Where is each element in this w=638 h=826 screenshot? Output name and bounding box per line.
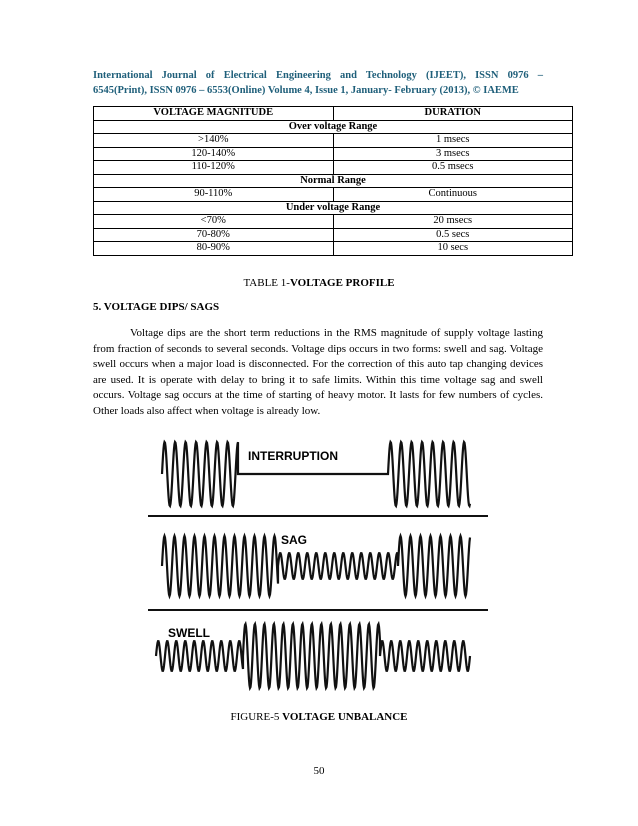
magnitude-cell: 120-140% [94,147,334,161]
figure-caption [0,711,638,723]
section-title-cell: Over voltage Range [94,120,573,134]
voltage-waveform-figure [148,436,488,694]
paragraph-text: Voltage dips are the short term reductions in the RMS magnitude of supply voltage lasting from fraction of seconds to several seconds. Voltage dips occurs in two forms: swell and sag. Voltage swell occurs when a major load is disconnected. For the correction of this auto tap changing devices are used. It is operate with delay to bring it to safe limits. Within this time voltage sag and swell occurs. Voltage sag occurs at the time of starting of heavy motor. It lasts for few numbers of cycles. Other loads also affect when voltage is already low. [93,327,543,417]
duration-cell: 10 secs [333,242,573,256]
table-caption [0,277,638,289]
col-header-duration: DURATION [333,107,573,121]
table-row [94,134,573,148]
table-body [94,120,573,255]
sag-label: SAG [281,533,308,547]
sag-waveform [162,536,470,596]
duration-cell: 20 msecs [333,215,573,229]
figure-caption-prefix: FIGURE-5 [230,711,283,723]
table-caption-title: VOLTAGE PROFILE [289,277,395,289]
section-heading: 5. VOLTAGE DIPS/ SAGS [93,301,220,313]
table-row [94,242,573,256]
section-row [94,174,573,188]
table-row [94,161,573,175]
duration-cell: Continuous [333,188,573,202]
duration-cell: 0.5 secs [333,228,573,242]
duration-cell: 3 msecs [333,147,573,161]
header-line-2: 6545(Print), ISSN 0976 – 6553(Online) Volume 4, Issue 1, January- February (2013), © IAEME [93,85,519,96]
header-line-1: International Journal of Electrical Engineering and Technology (IJEET), ISSN 0976 – [93,70,543,81]
table-row [94,228,573,242]
voltage-profile-table [93,106,573,256]
journal-header [93,68,543,98]
table-caption-prefix: TABLE 1- [243,277,290,289]
section-title-cell: Normal Range [94,174,573,188]
duration-cell: 0.5 msecs [333,161,573,175]
figure-caption-title: VOLTAGE UNBALANCE [282,711,408,723]
table-row [94,188,573,202]
section-row [94,120,573,134]
table-header-row [94,107,573,121]
col-header-magnitude: VOLTAGE MAGNITUDE [94,107,334,121]
magnitude-cell: 80-90% [94,242,334,256]
table-row [94,147,573,161]
magnitude-cell: 110-120% [94,161,334,175]
magnitude-cell: 70-80% [94,228,334,242]
table-row [94,215,573,229]
magnitude-cell: >140% [94,134,334,148]
magnitude-cell: 90-110% [94,188,334,202]
body-paragraph [93,326,543,420]
page-number: 50 [313,765,325,777]
magnitude-cell: <70% [94,215,334,229]
duration-cell: 1 msecs [333,134,573,148]
section-title-cell: Under voltage Range [94,201,573,215]
swell-label: SWELL [168,626,210,640]
section-row [94,201,573,215]
interruption-label: INTERRUPTION [248,449,338,463]
